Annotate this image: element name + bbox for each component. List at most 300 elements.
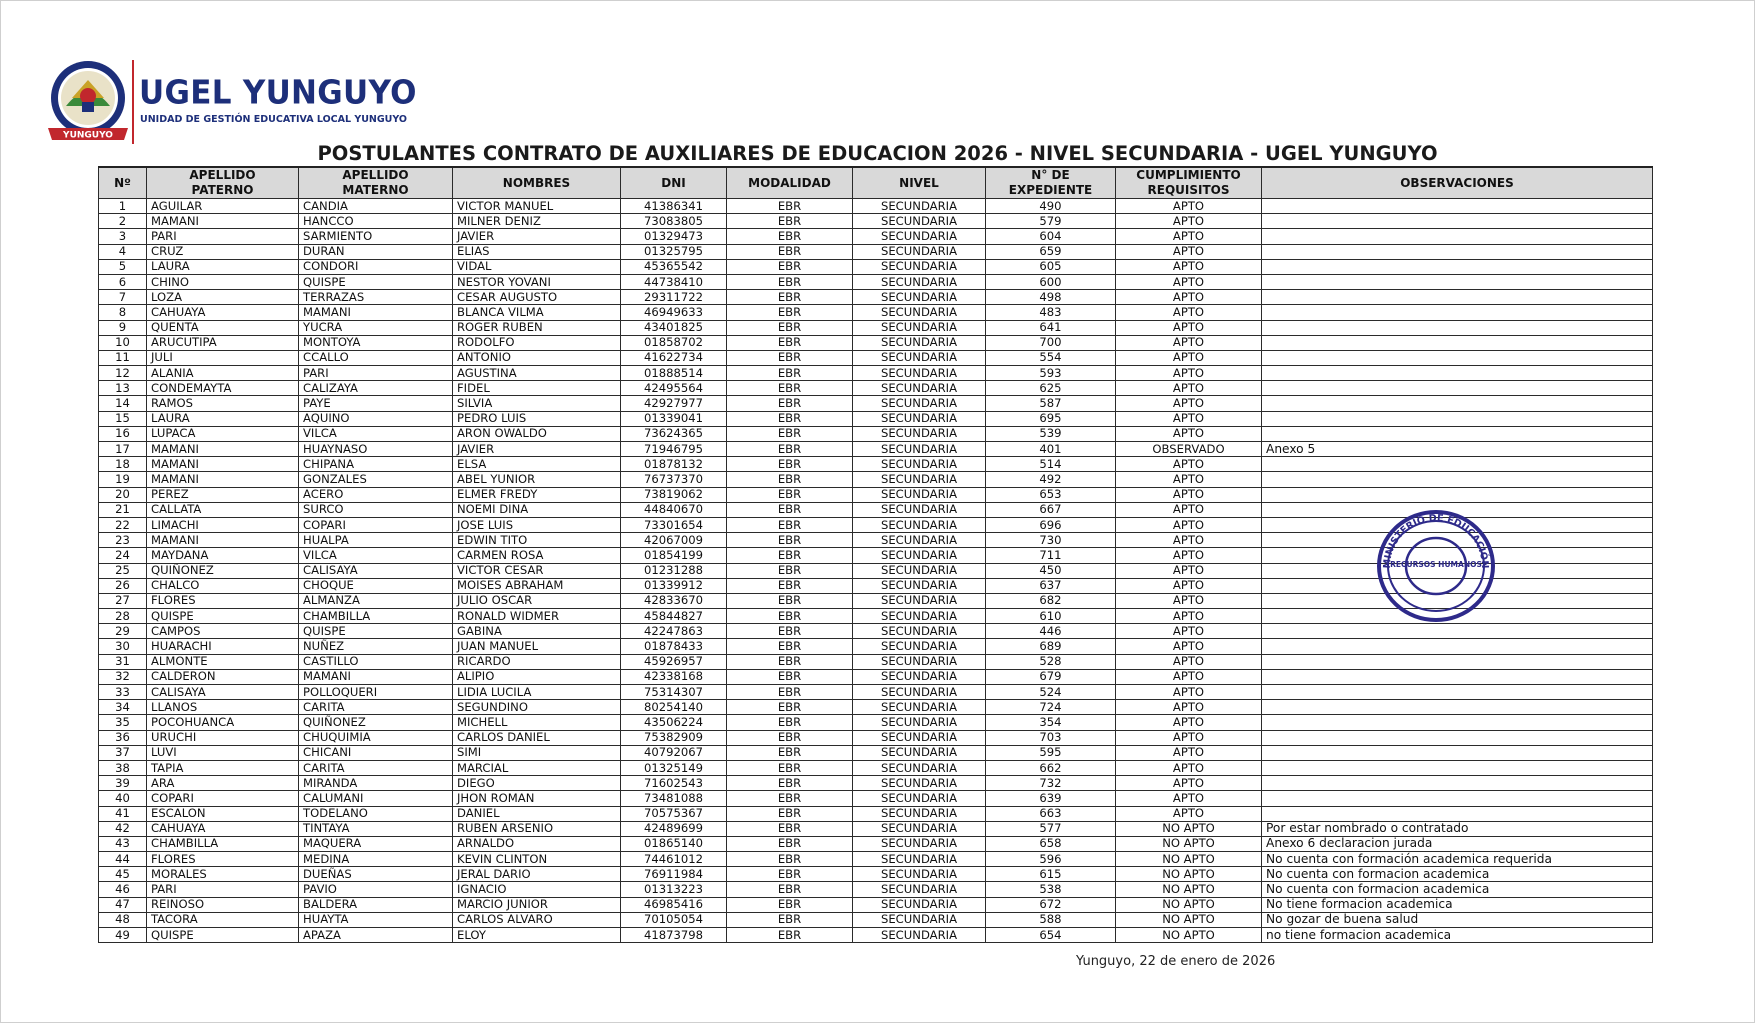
cell-nombres: VIDAL <box>453 259 621 274</box>
cell-modalidad: EBR <box>727 821 853 836</box>
cell-num: 47 <box>99 897 147 912</box>
cell-nombres: MOISES ABRAHAM <box>453 578 621 593</box>
cell-apellido-materno: PAYE <box>299 396 453 411</box>
cell-nivel: SECUNDARIA <box>853 867 986 882</box>
table-row <box>99 244 1653 259</box>
cell-dni: 76737370 <box>621 472 727 487</box>
cell-apellido-paterno: QUIÑONEZ <box>147 563 299 578</box>
table-row <box>99 715 1653 730</box>
column-header-line1: APELLIDO <box>189 168 256 182</box>
cell-expediente: 587 <box>986 396 1116 411</box>
cell-nivel: SECUNDARIA <box>853 517 986 532</box>
table-row <box>99 806 1653 821</box>
cell-apellido-paterno: PARI <box>147 229 299 244</box>
cell-dni: 70575367 <box>621 806 727 821</box>
table-row <box>99 563 1653 578</box>
cell-observaciones: No tiene formacion academica <box>1262 897 1653 912</box>
cell-observaciones: No cuenta con formación academica requerida <box>1262 852 1653 867</box>
cell-expediente: 672 <box>986 897 1116 912</box>
cell-num: 37 <box>99 745 147 760</box>
cell-cumplimiento: APTO <box>1116 624 1262 639</box>
cell-dni: 43401825 <box>621 320 727 335</box>
cell-expediente: 732 <box>986 776 1116 791</box>
cell-observaciones <box>1262 259 1653 274</box>
column-header-line2: REQUISITOS <box>1147 183 1230 197</box>
cell-modalidad: EBR <box>727 700 853 715</box>
cell-apellido-paterno: CHINO <box>147 274 299 289</box>
cell-nivel: SECUNDARIA <box>853 639 986 654</box>
cell-modalidad: EBR <box>727 274 853 289</box>
org-subtitle: UNIDAD DE GESTIÓN EDUCATIVA LOCAL YUNGUYO <box>140 114 407 125</box>
cell-nombres: ABEL YUNIOR <box>453 472 621 487</box>
cell-observaciones <box>1262 305 1653 320</box>
column-header-line2: EXPEDIENTE <box>1008 183 1093 197</box>
cell-nombres: IGNACIO <box>453 882 621 897</box>
table-row <box>99 669 1653 684</box>
cell-expediente: 711 <box>986 548 1116 563</box>
table-row <box>99 320 1653 335</box>
cell-dni: 42338168 <box>621 669 727 684</box>
column-header-line1: NOMBRES <box>502 175 571 190</box>
cell-modalidad: EBR <box>727 745 853 760</box>
cell-dni: 45365542 <box>621 259 727 274</box>
cell-expediente: 659 <box>986 244 1116 259</box>
table-row <box>99 867 1653 882</box>
cell-num: 39 <box>99 776 147 791</box>
cell-dni: 41873798 <box>621 928 727 943</box>
cell-num: 29 <box>99 624 147 639</box>
cell-apellido-materno: PARI <box>299 366 453 381</box>
cell-observaciones <box>1262 760 1653 775</box>
cell-observaciones <box>1262 411 1653 426</box>
cell-modalidad: EBR <box>727 305 853 320</box>
cell-num: 33 <box>99 685 147 700</box>
table-row <box>99 745 1653 760</box>
cell-expediente: 588 <box>986 912 1116 927</box>
cell-apellido-paterno: CHAMBILLA <box>147 836 299 851</box>
cell-apellido-paterno: CRUZ <box>147 244 299 259</box>
column-header-line2: MATERNO <box>342 183 409 197</box>
cell-dni: 73819062 <box>621 487 727 502</box>
cell-cumplimiento: NO APTO <box>1116 836 1262 851</box>
cell-cumplimiento: APTO <box>1116 487 1262 502</box>
cell-dni: 01865140 <box>621 836 727 851</box>
cell-expediente: 490 <box>986 199 1116 214</box>
cell-num: 34 <box>99 700 147 715</box>
cell-nivel: SECUNDARIA <box>853 411 986 426</box>
cell-expediente: 625 <box>986 381 1116 396</box>
table-row <box>99 776 1653 791</box>
stamp-center-text: RECURSOS HUMANOS <box>1390 560 1482 569</box>
cell-apellido-materno: HUALPA <box>299 533 453 548</box>
header-divider <box>132 60 134 144</box>
cell-modalidad: EBR <box>727 639 853 654</box>
column-header-line1: Nº <box>114 175 131 190</box>
cell-cumplimiento: APTO <box>1116 685 1262 700</box>
cell-nivel: SECUNDARIA <box>853 290 986 305</box>
cell-num: 20 <box>99 487 147 502</box>
cell-num: 22 <box>99 517 147 532</box>
cell-num: 8 <box>99 305 147 320</box>
column-header-line1: CUMPLIMIENTO <box>1136 168 1241 182</box>
cell-num: 18 <box>99 457 147 472</box>
cell-expediente: 446 <box>986 624 1116 639</box>
cell-expediente: 654 <box>986 928 1116 943</box>
ugel-logo-icon <box>46 58 134 146</box>
cell-apellido-materno: CARITA <box>299 760 453 775</box>
cell-nombres: JHON ROMAN <box>453 791 621 806</box>
cell-cumplimiento: APTO <box>1116 669 1262 684</box>
cell-expediente: 450 <box>986 563 1116 578</box>
cell-dni: 42067009 <box>621 533 727 548</box>
cell-observaciones <box>1262 806 1653 821</box>
cell-expediente: 696 <box>986 517 1116 532</box>
cell-observaciones <box>1262 776 1653 791</box>
cell-nivel: SECUNDARIA <box>853 836 986 851</box>
cell-dni: 71946795 <box>621 442 727 457</box>
cell-dni: 76911984 <box>621 867 727 882</box>
cell-num: 7 <box>99 290 147 305</box>
cell-cumplimiento: APTO <box>1116 730 1262 745</box>
cell-apellido-paterno: PEREZ <box>147 487 299 502</box>
cell-observaciones <box>1262 745 1653 760</box>
table-row <box>99 821 1653 836</box>
cell-dni: 01854199 <box>621 548 727 563</box>
cell-cumplimiento: APTO <box>1116 517 1262 532</box>
cell-expediente: 639 <box>986 791 1116 806</box>
cell-expediente: 593 <box>986 366 1116 381</box>
cell-num: 15 <box>99 411 147 426</box>
cell-modalidad: EBR <box>727 244 853 259</box>
cell-num: 21 <box>99 502 147 517</box>
cell-cumplimiento: NO APTO <box>1116 928 1262 943</box>
cell-dni: 29311722 <box>621 290 727 305</box>
cell-num: 42 <box>99 821 147 836</box>
cell-expediente: 600 <box>986 274 1116 289</box>
cell-num: 38 <box>99 760 147 775</box>
cell-expediente: 610 <box>986 609 1116 624</box>
cell-nombres: JERAL DARIO <box>453 867 621 882</box>
cell-dni: 73301654 <box>621 517 727 532</box>
table-row <box>99 426 1653 441</box>
cell-nombres: CESAR AUGUSTO <box>453 290 621 305</box>
cell-nivel: SECUNDARIA <box>853 912 986 927</box>
cell-nivel: SECUNDARIA <box>853 745 986 760</box>
cell-observaciones: No cuenta con formacion academica <box>1262 867 1653 882</box>
cell-num: 46 <box>99 882 147 897</box>
cell-dni: 74461012 <box>621 852 727 867</box>
cell-cumplimiento: APTO <box>1116 411 1262 426</box>
table-row <box>99 366 1653 381</box>
column-header-line1: MODALIDAD <box>748 175 831 190</box>
cell-nombres: LIDIA LUCILA <box>453 685 621 700</box>
header <box>46 58 466 146</box>
table-row <box>99 502 1653 517</box>
cell-cumplimiento: APTO <box>1116 335 1262 350</box>
cell-cumplimiento: NO APTO <box>1116 897 1262 912</box>
cell-cumplimiento: NO APTO <box>1116 912 1262 927</box>
cell-modalidad: EBR <box>727 533 853 548</box>
cell-apellido-materno: PAVIO <box>299 882 453 897</box>
cell-apellido-paterno: LAURA <box>147 259 299 274</box>
cell-apellido-paterno: ALMONTE <box>147 654 299 669</box>
cell-apellido-paterno: QUISPE <box>147 609 299 624</box>
cell-nivel: SECUNDARIA <box>853 472 986 487</box>
cell-apellido-paterno: MAMANI <box>147 214 299 229</box>
cell-modalidad: EBR <box>727 457 853 472</box>
cell-nivel: SECUNDARIA <box>853 426 986 441</box>
table-row <box>99 654 1653 669</box>
cell-num: 5 <box>99 259 147 274</box>
cell-dni: 41622734 <box>621 350 727 365</box>
cell-cumplimiento: APTO <box>1116 426 1262 441</box>
cell-cumplimiento: APTO <box>1116 396 1262 411</box>
cell-observaciones <box>1262 548 1653 563</box>
cell-nombres: SIMI <box>453 745 621 760</box>
cell-nivel: SECUNDARIA <box>853 700 986 715</box>
cell-num: 6 <box>99 274 147 289</box>
cell-nivel: SECUNDARIA <box>853 928 986 943</box>
cell-nombres: JAVIER <box>453 229 621 244</box>
cell-observaciones: Anexo 5 <box>1262 442 1653 457</box>
cell-num: 35 <box>99 715 147 730</box>
cell-nombres: SEGUNDINO <box>453 700 621 715</box>
cell-dni: 01339912 <box>621 578 727 593</box>
cell-observaciones: No gozar de buena salud <box>1262 912 1653 927</box>
cell-observaciones <box>1262 624 1653 639</box>
cell-modalidad: EBR <box>727 426 853 441</box>
cell-modalidad: EBR <box>727 381 853 396</box>
cell-cumplimiento: APTO <box>1116 578 1262 593</box>
cell-expediente: 700 <box>986 335 1116 350</box>
cell-modalidad: EBR <box>727 654 853 669</box>
cell-nombres: CARMEN ROSA <box>453 548 621 563</box>
cell-apellido-paterno: ESCALON <box>147 806 299 821</box>
cell-apellido-materno: CHIPANA <box>299 457 453 472</box>
cell-apellido-materno: CCALLO <box>299 350 453 365</box>
column-header-line1: OBSERVACIONES <box>1400 175 1514 190</box>
cell-apellido-materno: AQUINO <box>299 411 453 426</box>
cell-nombres: EDWIN TITO <box>453 533 621 548</box>
cell-apellido-materno: MAMANI <box>299 305 453 320</box>
table-row <box>99 442 1653 457</box>
cell-num: 13 <box>99 381 147 396</box>
cell-expediente: 682 <box>986 593 1116 608</box>
cell-cumplimiento: APTO <box>1116 259 1262 274</box>
cell-num: 12 <box>99 366 147 381</box>
cell-expediente: 596 <box>986 852 1116 867</box>
cell-num: 48 <box>99 912 147 927</box>
cell-observaciones <box>1262 366 1653 381</box>
cell-dni: 42489699 <box>621 821 727 836</box>
cell-dni: 45844827 <box>621 609 727 624</box>
cell-expediente: 605 <box>986 259 1116 274</box>
table-row <box>99 335 1653 350</box>
cell-expediente: 595 <box>986 745 1116 760</box>
cell-apellido-materno: POLLOQUERI <box>299 685 453 700</box>
cell-dni: 73481088 <box>621 791 727 806</box>
cell-cumplimiento: APTO <box>1116 760 1262 775</box>
cell-num: 3 <box>99 229 147 244</box>
cell-nivel: SECUNDARIA <box>853 381 986 396</box>
table-row <box>99 624 1653 639</box>
cell-nombres: RICARDO <box>453 654 621 669</box>
table-header-row <box>99 167 1653 199</box>
table-row <box>99 274 1653 289</box>
cell-apellido-paterno: LAURA <box>147 411 299 426</box>
table-row <box>99 882 1653 897</box>
cell-cumplimiento: APTO <box>1116 502 1262 517</box>
cell-num: 40 <box>99 791 147 806</box>
cell-observaciones <box>1262 791 1653 806</box>
column-header-cumplimiento <box>1116 167 1262 199</box>
cell-nombres: ROGER RUBEN <box>453 320 621 335</box>
table-row <box>99 350 1653 365</box>
cell-nivel: SECUNDARIA <box>853 897 986 912</box>
cell-nivel: SECUNDARIA <box>853 852 986 867</box>
cell-num: 9 <box>99 320 147 335</box>
cell-nombres: MILNER DENIZ <box>453 214 621 229</box>
column-header-nivel <box>853 167 986 199</box>
cell-nombres: ALIPIO <box>453 669 621 684</box>
footer-date: Yunguyo, 22 de enero de 2026 <box>1076 954 1276 969</box>
table-row <box>99 836 1653 851</box>
org-name: UGEL YUNGUYO <box>139 74 417 112</box>
cell-expediente: 579 <box>986 214 1116 229</box>
cell-apellido-materno: CARITA <box>299 700 453 715</box>
cell-expediente: 604 <box>986 229 1116 244</box>
cell-nivel: SECUNDARIA <box>853 578 986 593</box>
cell-apellido-materno: SARMIENTO <box>299 229 453 244</box>
cell-dni: 42495564 <box>621 381 727 396</box>
column-header-observaciones <box>1262 167 1653 199</box>
cell-apellido-materno: VILCA <box>299 548 453 563</box>
cell-nivel: SECUNDARIA <box>853 821 986 836</box>
cell-cumplimiento: APTO <box>1116 366 1262 381</box>
cell-apellido-materno: NUÑEZ <box>299 639 453 654</box>
cell-nivel: SECUNDARIA <box>853 776 986 791</box>
cell-expediente: 637 <box>986 578 1116 593</box>
cell-nombres: GABINA <box>453 624 621 639</box>
cell-apellido-paterno: TACORA <box>147 912 299 927</box>
cell-nombres: ELMER FREDY <box>453 487 621 502</box>
cell-observaciones <box>1262 426 1653 441</box>
cell-modalidad: EBR <box>727 214 853 229</box>
cell-modalidad: EBR <box>727 593 853 608</box>
cell-modalidad: EBR <box>727 669 853 684</box>
cell-cumplimiento: APTO <box>1116 593 1262 608</box>
table-row <box>99 578 1653 593</box>
cell-dni: 01313223 <box>621 882 727 897</box>
cell-modalidad: EBR <box>727 229 853 244</box>
cell-nivel: SECUNDARIA <box>853 396 986 411</box>
cell-apellido-materno: HUAYTA <box>299 912 453 927</box>
cell-dni: 01878132 <box>621 457 727 472</box>
cell-expediente: 667 <box>986 502 1116 517</box>
cell-dni: 73624365 <box>621 426 727 441</box>
cell-apellido-materno: MEDINA <box>299 852 453 867</box>
cell-modalidad: EBR <box>727 199 853 214</box>
cell-num: 32 <box>99 669 147 684</box>
cell-cumplimiento: APTO <box>1116 745 1262 760</box>
cell-cumplimiento: APTO <box>1116 199 1262 214</box>
cell-modalidad: EBR <box>727 350 853 365</box>
table-row <box>99 791 1653 806</box>
cell-apellido-paterno: TAPIA <box>147 760 299 775</box>
cell-observaciones <box>1262 487 1653 502</box>
cell-num: 43 <box>99 836 147 851</box>
cell-cumplimiento: APTO <box>1116 381 1262 396</box>
table-row <box>99 214 1653 229</box>
cell-modalidad: EBR <box>727 472 853 487</box>
cell-dni: 01325149 <box>621 760 727 775</box>
cell-nombres: JOSE LUIS <box>453 517 621 532</box>
column-header-line1: DNI <box>661 175 686 190</box>
cell-nombres: DANIEL <box>453 806 621 821</box>
cell-expediente: 653 <box>986 487 1116 502</box>
cell-dni: 44738410 <box>621 274 727 289</box>
cell-nombres: ARNALDO <box>453 836 621 851</box>
cell-nivel: SECUNDARIA <box>853 305 986 320</box>
cell-modalidad: EBR <box>727 517 853 532</box>
cell-apellido-materno: HUAYNASO <box>299 442 453 457</box>
cell-modalidad: EBR <box>727 867 853 882</box>
cell-apellido-materno: QUIÑONEZ <box>299 715 453 730</box>
cell-cumplimiento: APTO <box>1116 350 1262 365</box>
cell-nivel: SECUNDARIA <box>853 760 986 775</box>
cell-num: 31 <box>99 654 147 669</box>
table-row <box>99 472 1653 487</box>
cell-dni: 01888514 <box>621 366 727 381</box>
table-row <box>99 912 1653 927</box>
cell-cumplimiento: APTO <box>1116 290 1262 305</box>
cell-nombres: JAVIER <box>453 442 621 457</box>
cell-nombres: ELSA <box>453 457 621 472</box>
table-row <box>99 457 1653 472</box>
table-row <box>99 685 1653 700</box>
column-header-apellido-paterno <box>147 167 299 199</box>
cell-cumplimiento: APTO <box>1116 609 1262 624</box>
cell-apellido-paterno: FLORES <box>147 593 299 608</box>
cell-nombres: AGUSTINA <box>453 366 621 381</box>
cell-apellido-materno: MAMANI <box>299 669 453 684</box>
cell-expediente: 689 <box>986 639 1116 654</box>
cell-num: 1 <box>99 199 147 214</box>
cell-nombres: JULIO OSCAR <box>453 593 621 608</box>
cell-nombres: FIDEL <box>453 381 621 396</box>
cell-observaciones <box>1262 350 1653 365</box>
cell-observaciones: Por estar nombrado o contratado <box>1262 821 1653 836</box>
cell-nivel: SECUNDARIA <box>853 335 986 350</box>
cell-apellido-materno: CHOQUE <box>299 578 453 593</box>
cell-observaciones <box>1262 320 1653 335</box>
cell-apellido-paterno: JULI <box>147 350 299 365</box>
cell-apellido-paterno: CONDEMAYTA <box>147 381 299 396</box>
cell-num: 28 <box>99 609 147 624</box>
cell-nombres: RONALD WIDMER <box>453 609 621 624</box>
cell-cumplimiento: APTO <box>1116 654 1262 669</box>
cell-observaciones <box>1262 685 1653 700</box>
cell-nivel: SECUNDARIA <box>853 199 986 214</box>
cell-expediente: 354 <box>986 715 1116 730</box>
cell-apellido-paterno: POCOHUANCA <box>147 715 299 730</box>
cell-nombres: NOEMI DINA <box>453 502 621 517</box>
cell-apellido-materno: HANCCO <box>299 214 453 229</box>
cell-modalidad: EBR <box>727 487 853 502</box>
cell-observaciones <box>1262 578 1653 593</box>
cell-observaciones: no tiene formacion academica <box>1262 928 1653 943</box>
cell-modalidad: EBR <box>727 366 853 381</box>
